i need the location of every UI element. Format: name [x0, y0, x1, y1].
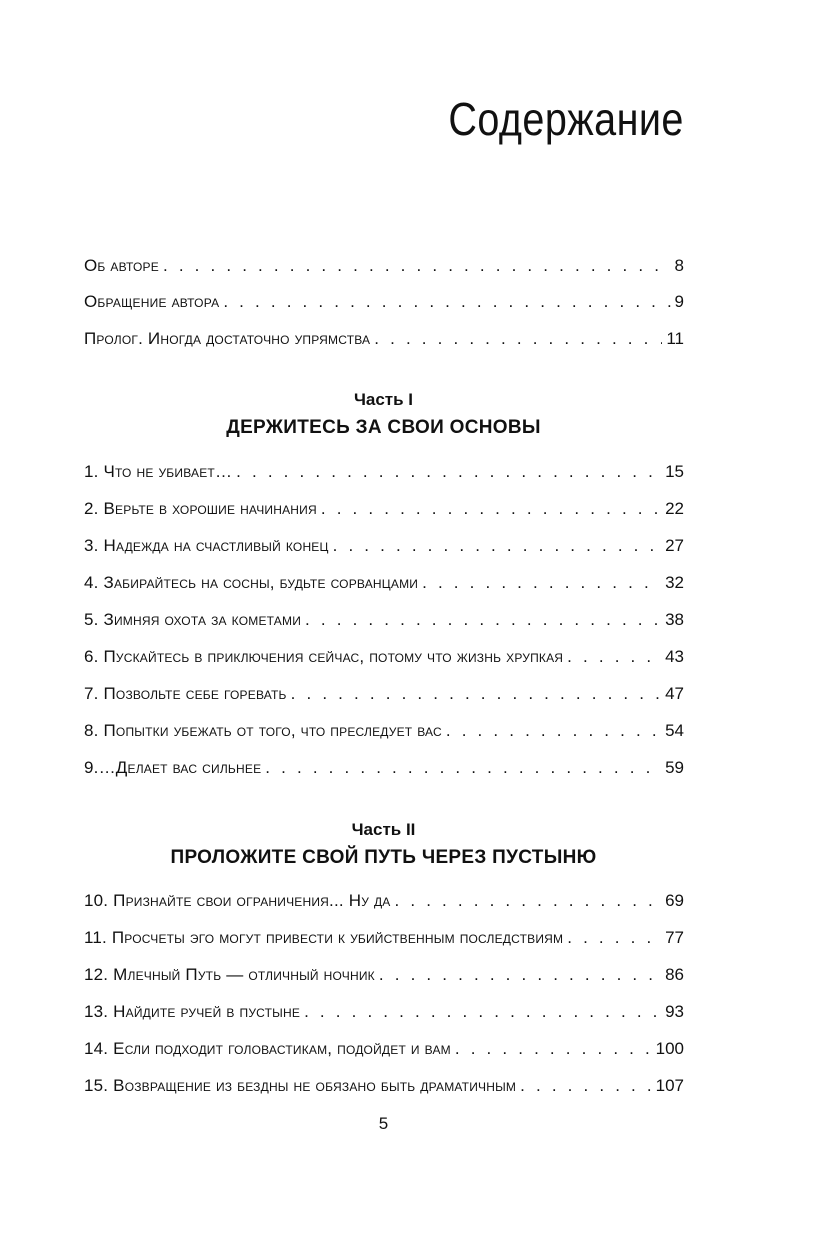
toc-entry-about-author[interactable]	[84, 253, 684, 279]
dot-leader	[236, 459, 661, 485]
dot-leader	[567, 925, 661, 951]
toc-entry-chapter-15[interactable]	[84, 1073, 684, 1099]
toc-entry-page: 11	[666, 329, 684, 348]
toc-entry-author-address[interactable]	[84, 289, 684, 315]
part-1-title: ДЕРЖИТЕСЬ ЗА СВОИ ОСНОВЫ	[226, 417, 541, 438]
toc-entry-title: 8. Попытки убежать от того, что преследует вас	[84, 721, 442, 740]
toc-entry-page: 107	[655, 1076, 684, 1095]
dot-leader	[455, 1036, 652, 1062]
toc-entry-chapter-1[interactable]	[84, 459, 684, 485]
toc-entry-title: 14. Если подходит головастикам, подойдет и вам	[84, 1039, 451, 1058]
toc-entry-page: 8	[674, 256, 684, 275]
toc-entry-page: 77	[665, 928, 684, 947]
toc-entry-page: 54	[665, 721, 684, 740]
page-number: 5	[378, 1114, 389, 1133]
toc-entry-title: 12. Млечный Путь — отличный ночник	[84, 965, 375, 984]
toc-entry-title: Обращение автора	[84, 292, 220, 311]
part-2-label: Часть II	[351, 820, 416, 839]
toc-entry-title: 11. Просчеты эго могут привести к убийственным последствиям	[84, 928, 564, 947]
toc-entry-title: 6. Пускайтесь в приключения сейчас, потому что жизнь хрупкая	[84, 647, 564, 666]
toc-entry-title: 15. Возвращение из бездны не обязано быть драматичным	[84, 1076, 517, 1095]
toc-entry-title: 4. Забирайтесь на сосны, будьте сорванцами	[84, 573, 419, 592]
toc-entry-chapter-2[interactable]	[84, 496, 684, 522]
toc-entry-chapter-13[interactable]	[84, 999, 684, 1025]
toc-entry-page: 47	[665, 684, 684, 703]
dot-leader	[567, 644, 661, 670]
part-1-label: Часть I	[353, 390, 414, 409]
dot-leader	[304, 999, 661, 1025]
toc-entry-page: 38	[665, 610, 684, 629]
dot-leader	[265, 755, 661, 781]
toc-entry-title: 3. Надежда на счастливый конец	[84, 536, 329, 555]
toc-entry-title: 9.…Делает вас сильнее	[84, 758, 262, 777]
toc-entry-page: 59	[665, 758, 684, 777]
toc-entry-page: 9	[674, 292, 684, 311]
dot-leader	[520, 1073, 652, 1099]
page-title: Содержание	[448, 93, 684, 145]
toc-entry-page: 43	[665, 647, 684, 666]
toc-entry-chapter-12[interactable]	[84, 962, 684, 988]
dot-leader	[163, 253, 671, 279]
toc-entry-title: Пролог. Иногда достаточно упрямства	[84, 329, 371, 348]
dot-leader	[305, 607, 661, 633]
dot-leader	[223, 289, 670, 315]
dot-leader	[379, 962, 661, 988]
toc-entry-title: 13. Найдите ручей в пустыне	[84, 1002, 301, 1021]
toc-entry-title: 2. Верьте в хорошие начинания	[84, 499, 317, 518]
part-2-title: ПРОЛОЖИТЕ СВОЙ ПУТЬ ЧЕРЕЗ ПУСТЫНЮ	[170, 847, 597, 868]
toc-entry-chapter-3[interactable]	[84, 533, 684, 559]
toc-entry-page: 27	[665, 536, 684, 555]
toc-entry-chapter-11[interactable]	[84, 925, 684, 951]
dot-leader	[395, 888, 662, 914]
toc-entry-page: 100	[655, 1039, 684, 1058]
toc-entry-chapter-7[interactable]	[84, 681, 684, 707]
toc-entry-title: 7. Позвольте себе горевать	[84, 684, 287, 703]
toc-entry-page: 86	[665, 965, 684, 984]
toc-entry-chapter-6[interactable]	[84, 644, 684, 670]
toc-entry-chapter-4[interactable]	[84, 570, 684, 596]
toc-entry-prologue[interactable]	[84, 326, 684, 352]
toc-entry-page: 22	[665, 499, 684, 518]
toc-entry-page: 93	[665, 1002, 684, 1021]
toc-entry-page: 69	[665, 891, 684, 910]
toc-entry-page: 15	[665, 462, 684, 481]
dot-leader	[446, 718, 661, 744]
dot-leader	[374, 326, 662, 352]
toc-entry-title: Об авторе	[84, 256, 159, 275]
toc-entry-chapter-14[interactable]	[84, 1036, 684, 1062]
toc-entry-title: 5. Зимняя охота за кометами	[84, 610, 302, 629]
dot-leader	[333, 533, 661, 559]
toc-entry-page: 32	[665, 573, 684, 592]
dot-leader	[321, 496, 661, 522]
dot-leader	[422, 570, 661, 596]
toc-entry-chapter-5[interactable]	[84, 607, 684, 633]
dot-leader	[291, 681, 661, 707]
toc-entry-chapter-9[interactable]	[84, 755, 684, 781]
toc-entry-chapter-10[interactable]	[84, 888, 684, 914]
toc-entry-title: 1. Что не убивает…	[84, 462, 233, 481]
toc-entry-title: 10. Признайте свои ограничения... Ну да	[84, 891, 391, 910]
toc-entry-chapter-8[interactable]	[84, 718, 684, 744]
